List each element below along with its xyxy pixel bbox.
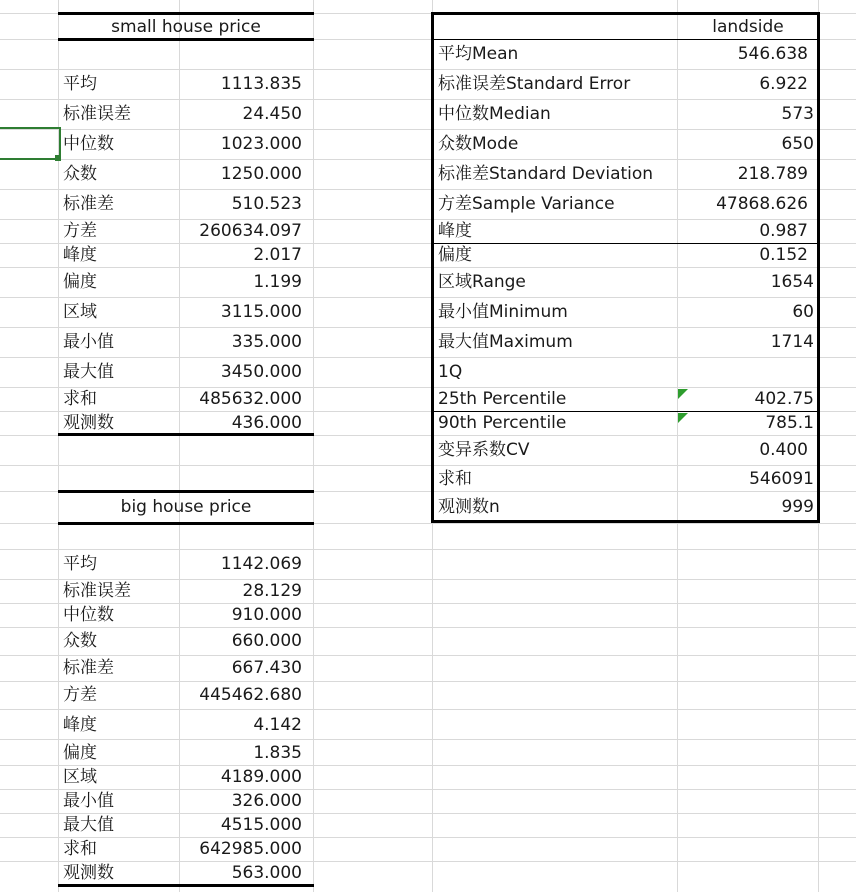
big-house-label[interactable]: 偏度 <box>63 743 97 763</box>
big-house-value[interactable]: 4189.000 <box>220 767 302 787</box>
landside-label[interactable]: 众数Mode <box>438 134 519 154</box>
big-house-value[interactable]: 28.129 <box>242 581 302 601</box>
landside-label[interactable]: 求和 <box>438 469 472 489</box>
big-house-label[interactable]: 峰度 <box>63 715 97 735</box>
small-house-value[interactable]: 3450.000 <box>220 362 302 382</box>
big-house-value[interactable]: 910.000 <box>231 605 302 625</box>
landside-label[interactable]: 最大值Maximum <box>438 332 573 352</box>
small-house-value[interactable]: 1250.000 <box>220 164 302 184</box>
big-house-value[interactable]: 660.000 <box>231 631 302 651</box>
big-house-title[interactable]: big house price <box>120 497 252 517</box>
landside-value[interactable]: 60 <box>792 302 814 322</box>
small-house-label[interactable]: 平均 <box>63 74 97 94</box>
big-house-value[interactable]: 1142.069 <box>220 554 302 574</box>
landside-title[interactable]: landside <box>712 17 784 37</box>
landside-value[interactable]: 573 <box>781 104 814 124</box>
landside-value[interactable]: 402.75 <box>754 389 814 409</box>
big-house-value[interactable]: 445462.680 <box>199 685 302 705</box>
small-house-value[interactable]: 436.000 <box>231 413 302 433</box>
big-house-value[interactable]: 4.142 <box>253 715 302 735</box>
small-house-value[interactable]: 1.199 <box>253 272 302 292</box>
landside-label[interactable]: 最小值Minimum <box>438 302 568 322</box>
small-house-label[interactable]: 区域 <box>63 302 97 322</box>
landside-value[interactable]: 0.152 <box>759 245 808 265</box>
landside-value[interactable]: 650 <box>781 134 814 154</box>
landside-label[interactable]: 变异系数CV <box>438 440 530 460</box>
landside-label[interactable]: 观测数n <box>438 497 500 517</box>
big-house-value[interactable]: 1.835 <box>253 743 302 763</box>
big-house-value[interactable]: 667.430 <box>231 658 302 678</box>
small-house-value[interactable]: 24.450 <box>242 104 302 124</box>
big-house-label[interactable]: 观测数 <box>63 863 114 883</box>
landside-value[interactable]: 0.400 <box>759 440 808 460</box>
small-house-value[interactable]: 260634.097 <box>199 221 302 241</box>
small-house-label[interactable]: 方差 <box>63 221 97 241</box>
small-house-title[interactable]: small house price <box>111 17 261 37</box>
landside-value[interactable]: 0.987 <box>759 221 808 241</box>
big-house-label[interactable]: 求和 <box>63 839 97 859</box>
landside-value[interactable]: 1654 <box>770 272 814 292</box>
landside-label[interactable]: 方差Sample Variance <box>438 194 615 214</box>
landside-value[interactable]: 546091 <box>749 469 814 489</box>
landside-label[interactable]: 峰度 <box>438 221 472 241</box>
small-house-value[interactable]: 335.000 <box>231 332 302 352</box>
big-house-label[interactable]: 平均 <box>63 554 97 574</box>
landside-label[interactable]: 标准差Standard Deviation <box>438 164 654 184</box>
landside-value[interactable]: 546.638 <box>737 44 808 64</box>
big-house-label[interactable]: 众数 <box>63 631 97 651</box>
big-house-label[interactable]: 区域 <box>63 767 97 787</box>
small-house-value[interactable]: 1023.000 <box>220 134 302 154</box>
small-house-label[interactable]: 求和 <box>63 389 97 409</box>
fill-handle[interactable] <box>55 155 61 161</box>
comment-indicator-icon[interactable] <box>678 413 688 423</box>
small-house-value[interactable]: 3115.000 <box>220 302 302 322</box>
landside-label[interactable]: 区域Range <box>438 272 526 292</box>
small-house-label[interactable]: 众数 <box>63 164 97 184</box>
landside-value[interactable]: 785.1 <box>765 413 814 433</box>
landside-value[interactable]: 47868.626 <box>716 194 808 214</box>
landside-label[interactable]: 25th Percentile <box>438 389 567 409</box>
landside-value[interactable]: 6.922 <box>759 74 808 94</box>
big-house-value[interactable]: 326.000 <box>231 791 302 811</box>
landside-value[interactable]: 218.789 <box>737 164 808 184</box>
landside-value[interactable] <box>680 360 814 384</box>
landside-value[interactable]: 999 <box>781 497 814 517</box>
small-house-label[interactable]: 最大值 <box>63 362 114 382</box>
small-house-label[interactable]: 标准差 <box>63 194 114 214</box>
landside-label[interactable]: 1Q <box>438 362 463 382</box>
big-house-value[interactable]: 642985.000 <box>199 839 302 859</box>
landside-label[interactable]: 90th Percentile <box>438 413 567 433</box>
big-house-label[interactable]: 最小值 <box>63 791 114 811</box>
landside-label[interactable]: 平均Mean <box>438 44 519 64</box>
small-house-value[interactable]: 1113.835 <box>220 74 302 94</box>
selected-cell[interactable] <box>0 127 61 160</box>
big-house-value[interactable]: 4515.000 <box>220 815 302 835</box>
big-house-value[interactable]: 563.000 <box>231 863 302 883</box>
big-house-label[interactable]: 最大值 <box>63 815 114 835</box>
small-house-value[interactable]: 2.017 <box>253 245 302 265</box>
big-house-label[interactable]: 标准差 <box>63 658 114 678</box>
big-house-label[interactable]: 方差 <box>63 685 97 705</box>
small-house-value[interactable]: 510.523 <box>231 194 302 214</box>
small-house-value[interactable]: 485632.000 <box>199 389 302 409</box>
landside-label[interactable]: 标准误差Standard Error <box>438 74 631 94</box>
comment-indicator-icon[interactable] <box>678 389 688 399</box>
small-house-label[interactable]: 最小值 <box>63 332 114 352</box>
big-house-label[interactable]: 中位数 <box>63 605 114 625</box>
small-house-label[interactable]: 观测数 <box>63 413 114 433</box>
landside-value[interactable]: 1714 <box>770 332 814 352</box>
small-house-label[interactable]: 偏度 <box>63 272 97 292</box>
small-house-label[interactable]: 中位数 <box>63 134 114 154</box>
small-house-label[interactable]: 峰度 <box>63 245 97 265</box>
big-house-label[interactable]: 标准误差 <box>63 581 131 601</box>
landside-label[interactable]: 中位数Median <box>438 104 551 124</box>
landside-label[interactable]: 偏度 <box>438 245 472 265</box>
small-house-label[interactable]: 标准误差 <box>63 104 131 124</box>
